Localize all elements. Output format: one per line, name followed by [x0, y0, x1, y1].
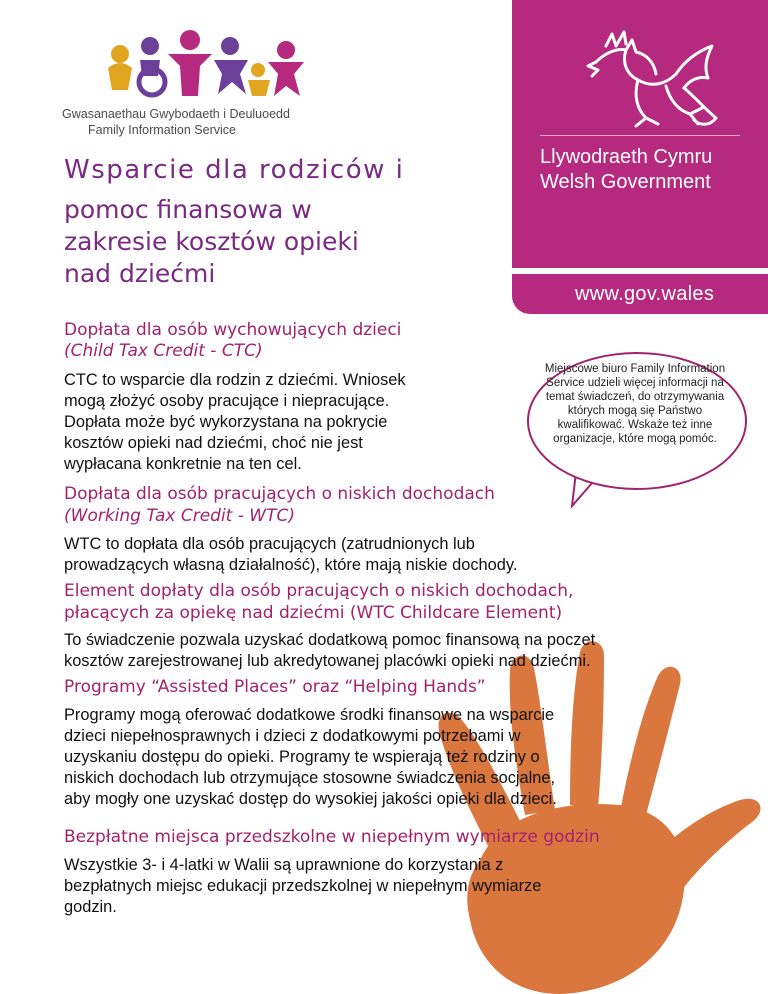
service-name-english: Family Information Service	[88, 123, 236, 137]
paragraph-line: niskich dochodach lub otrzymujące stosowne świadczenia socjalne,	[64, 769, 556, 787]
paragraph-line: kosztów zarejestrowanej lub akredytowanej placówki opieki nad dziećmi.	[64, 652, 591, 670]
family-logo-icon	[98, 30, 308, 100]
government-name-english: Welsh Government	[540, 171, 711, 193]
section-heading-ctc-line-1: Dopłata dla osób wychowujących dzieci	[64, 320, 402, 340]
section-heading-childcare-line-2: płacących za opiekę nad dziećmi (WTC Childcare Element)	[64, 603, 563, 623]
paragraph-line: aby mogły one uzyskać dostęp do wysokiej jakości opieki dla dzieci.	[64, 790, 557, 808]
service-name-welsh: Gwasanaethau Gwybodaeth i Deuluoedd	[62, 107, 290, 121]
paragraph-line: uzyskaniu dostępu do opieki. Programy te wspierają też rodziny o	[64, 748, 540, 766]
paragraph-line: Wszystkie 3- i 4-latki w Walii są uprawnione do korzystania z	[64, 856, 504, 874]
paragraph-line: kosztów opieki nad dziećmi, choć nie jest	[64, 434, 363, 452]
section-heading-childcare-line-1: Element dopłaty dla osób pracujących o niskich dochodach,	[64, 581, 574, 601]
banner-divider	[540, 135, 740, 136]
government-name-welsh: Llywodraeth Cymru	[540, 146, 713, 168]
paragraph-line: Programy mogą oferować dodatkowe środki finansowe na wsparcie	[64, 706, 555, 724]
paragraph-line: WTC to dopłata dla osób pracujących (zatrudnionych lub	[64, 535, 475, 553]
section-heading-wtc-line-2: (Working Tax Credit - WTC)	[64, 506, 295, 526]
page-title-line-4: nad dziećmi	[64, 259, 216, 288]
paragraph-line: CTC to wsparcie dla rodzin z dziećmi. Wniosek	[64, 371, 406, 389]
paragraph-line: Dopłata może być wykorzystana na pokrycie	[64, 413, 388, 431]
paragraph-line: prowadzących własną działalność), które mają niskie dochody.	[64, 556, 518, 574]
website-link[interactable]: www.gov.wales	[575, 283, 715, 305]
paragraph-line: mogą złożyć osoby pracujące i niepracujące.	[64, 392, 390, 410]
page-title-line-3: zakresie kosztów opieki	[64, 227, 359, 256]
welsh-dragon-icon	[566, 22, 726, 134]
paragraph-line: wypłacana konkretnie na ten cel.	[64, 455, 302, 473]
info-bubble-text: Miejscowe biuro Family Information Service udzieli więcej informacji na temat świadczeń, do otrzymywania których mogą się Państwo kwalifikować. Wskaże też inne organizacje, które mogą pomóc.	[544, 363, 726, 445]
section-heading-assisted-places: Programy “Assisted Places” oraz “Helping Hands”	[64, 677, 486, 697]
section-heading-free-places: Bezpłatne miejsca przedszkolne w niepełnym wymiarze godzin	[64, 827, 600, 847]
paragraph-line: bezpłatnych miejsc edukacji przedszkolnej w niepełnym wymiarze	[64, 877, 542, 895]
page-title-line-2: pomoc finansowa w	[64, 195, 312, 224]
section-heading-wtc-line-1: Dopłata dla osób pracujących o niskich dochodach	[64, 484, 495, 504]
page-title-line-1: Wsparcie dla rodziców i	[64, 155, 405, 185]
paragraph-line: To świadczenie pozwala uzyskać dodatkową pomoc finansową na poczet	[64, 631, 596, 649]
section-heading-ctc-line-2: (Child Tax Credit - CTC)	[64, 341, 263, 361]
paragraph-line: dzieci niepełnosprawnych i dzieci z dodatkowymi potrzebami w	[64, 727, 521, 745]
paragraph-line: godzin.	[64, 898, 117, 916]
